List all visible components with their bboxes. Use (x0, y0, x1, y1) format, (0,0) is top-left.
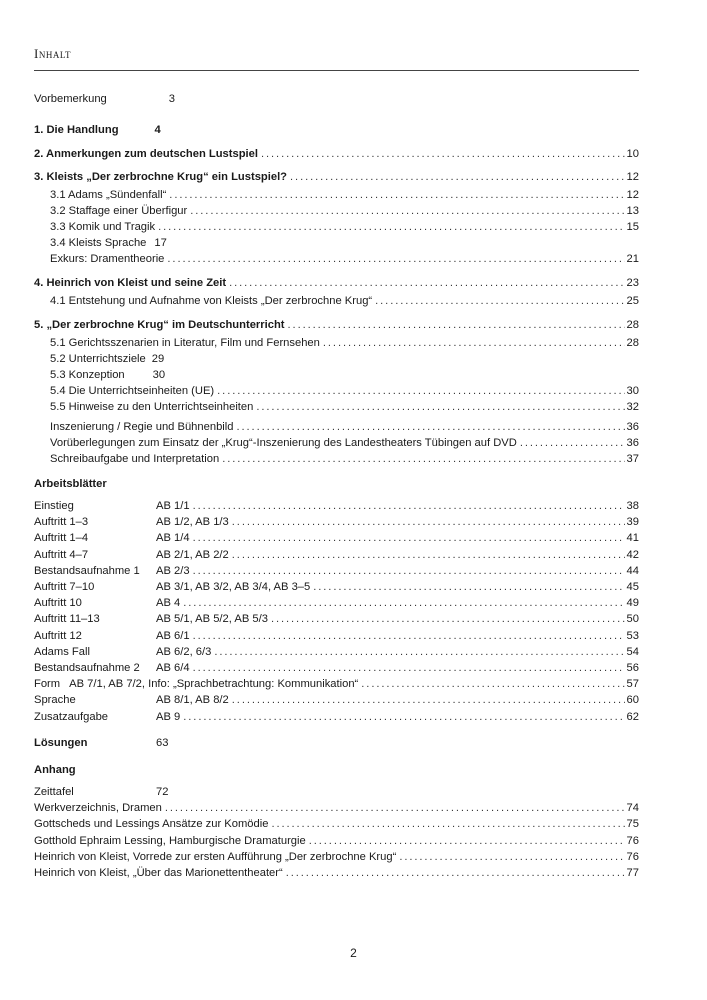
toc-entry-page: 39 (626, 516, 639, 529)
toc-entry-page: 57 (626, 678, 639, 691)
arbeitsblatt-entry (34, 531, 639, 545)
toc-entry-page: 12 (626, 189, 639, 201)
toc-entry-page: 38 (626, 500, 639, 512)
anhang-entry (34, 801, 639, 815)
toc-entry-page: 72 (156, 786, 169, 798)
toc-entry-page: 4 (154, 124, 161, 136)
arbeitsblatt-entry (34, 580, 639, 594)
arbeitsblatt-name: Auftritt 1–4 (34, 532, 89, 545)
leader-dots (158, 220, 624, 234)
arbeitsblatt-entry (34, 515, 639, 529)
toc-entry-label: 5.3 Konzeption (50, 369, 125, 381)
toc-entry-page: 3 (168, 93, 175, 105)
leader-dots (271, 612, 625, 626)
toc-entry-label: Inszenierung / Regie und Bühnenbild (50, 421, 234, 433)
toc-entry-label: 3.2 Staffage einer Überfigur (50, 205, 188, 217)
toc-entry-page: 53 (626, 629, 639, 642)
leader-dots (222, 452, 624, 466)
arbeitsblatt-entry (34, 596, 639, 610)
leader-dots (288, 318, 625, 332)
arbeitsblatt-ab: AB 1/1 (156, 500, 190, 512)
toc-entry-label: 5. „Der zerbrochne Krug“ im Deutschunterricht (34, 319, 285, 331)
toc-entry-label: Heinrich von Kleist, Vorrede zur ersten Aufführung „Der zerbrochne Krug“ (34, 850, 397, 863)
anhang-entry (34, 866, 639, 880)
toc-entry-page: 36 (626, 421, 639, 433)
arbeitsblatt-name: Form (34, 678, 61, 691)
toc-entry (50, 352, 639, 366)
toc-entry-label: Exkurs: Dramentheorie (50, 253, 165, 265)
arbeitsblatt-name: Sprache (34, 694, 76, 707)
arbeitsblatt-entry (34, 645, 639, 659)
arbeitsblatt-name: Auftritt 1–3 (34, 516, 89, 529)
arbeitsblatt-entry (34, 548, 639, 562)
arbeitsblatt-entry (34, 693, 639, 707)
anhang-heading: Anhang (34, 764, 76, 776)
toc-entry-label: Schreibaufgabe und Interpretation (50, 453, 220, 465)
arbeitsblatt-ab: AB 5/1, AB 5/2, AB 5/3 (156, 613, 268, 626)
arbeitsblatt-ab: AB 4 (156, 597, 181, 610)
toc-entry-page: 63 (156, 737, 169, 749)
toc-entry-page: 21 (626, 253, 639, 265)
page-header: Inhalt (34, 46, 71, 61)
leader-dots (217, 384, 624, 398)
toc-entry-page: 17 (154, 237, 167, 249)
toc-entry-page: 54 (626, 645, 639, 658)
toc-entry-label: Heinrich von Kleist, „Über das Marionettentheater“ (34, 867, 283, 879)
toc-entry-label: 5.2 Unterrichtsziele (50, 353, 146, 365)
toc-entry (34, 147, 639, 161)
arbeitsblatt-ab: AB 9 (156, 710, 181, 723)
toc-entry-label: 5.1 Gerichtsszenarien in Literatur, Film und Fernsehen (50, 337, 320, 349)
anhang-entry (34, 834, 639, 848)
toc-entry (50, 204, 639, 218)
arbeitsblatt-entry (34, 661, 639, 675)
arbeitsblatt-ab: AB 8/1, AB 8/2 (156, 694, 229, 707)
toc-entry (50, 368, 639, 382)
arbeitsblatt-entry (34, 564, 639, 578)
arbeitsblatt-entry (34, 710, 639, 724)
leader-dots (214, 645, 624, 659)
leader-dots (399, 850, 624, 864)
toc-entry-label: 4.1 Entstehung und Aufnahme von Kleists „Der zerbrochne Krug“ (50, 295, 373, 307)
leader-dots (290, 170, 625, 184)
toc-entry-label: 5.4 Die Unterrichtseinheiten (UE) (50, 385, 215, 397)
toc-entry-label: Lösungen (34, 737, 88, 749)
leader-dots (375, 294, 624, 308)
toc-entry-page: 15 (626, 221, 639, 233)
leader-dots (313, 580, 624, 594)
leader-dots (286, 866, 625, 880)
toc-entry-page: 62 (626, 710, 639, 723)
leader-dots (165, 801, 625, 815)
toc-entry-label: 2. Anmerkungen zum deutschen Lustspiel (34, 148, 258, 160)
leader-dots (193, 531, 625, 545)
leader-dots (183, 596, 624, 610)
arbeitsblatt-name: Zusatzaufgabe (34, 710, 109, 723)
leader-dots (256, 400, 624, 414)
anhang-entry (34, 785, 639, 799)
leader-dots (167, 252, 624, 266)
toc-entry-page: 30 (626, 385, 639, 397)
leader-dots (261, 147, 625, 161)
leader-dots (232, 693, 625, 707)
toc-entry (34, 92, 639, 106)
leader-dots (169, 188, 624, 202)
arbeitsblatt-entry (34, 677, 639, 691)
toc-entry-label: 1. Die Handlung (34, 124, 119, 136)
toc-entry-label: 3.1 Adams „Sündenfall“ (50, 189, 167, 201)
toc-entry (50, 336, 639, 350)
toc-entry (34, 170, 639, 184)
leader-dots (309, 834, 625, 848)
toc-entry-label: Zeittafel (34, 786, 74, 798)
leader-dots (229, 276, 624, 290)
leader-dots (323, 336, 625, 350)
leader-dots (520, 436, 625, 450)
toc-entry-page: 74 (626, 802, 639, 815)
toc-entry-page: 28 (626, 337, 639, 349)
toc-entry (34, 123, 639, 137)
toc-entry-label: 3. Kleists „Der zerbrochne Krug“ ein Lustspiel? (34, 171, 288, 183)
header-rule (34, 70, 639, 71)
toc-entry (50, 436, 639, 450)
toc-entry-label: 3.4 Kleists Sprache (50, 237, 147, 249)
toc-entry-page: 75 (626, 818, 639, 831)
arbeitsblatt-ab: AB 6/1 (156, 629, 190, 642)
arbeitsblatt-ab: AB 2/3 (156, 564, 190, 577)
leader-dots (190, 204, 624, 218)
toc-entry-label: 4. Heinrich von Kleist und seine Zeit (34, 277, 227, 289)
toc-entry-page: 12 (626, 171, 639, 183)
arbeitsblatt-entry (34, 499, 639, 513)
arbeitsblatt-name: Auftritt 11–13 (34, 613, 100, 626)
toc-entry (50, 400, 639, 414)
toc-entry-page: 29 (151, 353, 165, 365)
leader-dots (183, 710, 624, 724)
toc-entry-page: 77 (626, 867, 639, 879)
toc-entry-page: 41 (626, 532, 639, 545)
arbeitsblatt-entry (34, 612, 639, 626)
leader-dots (271, 817, 624, 831)
arbeitsblatt-name: Bestandsaufnahme 2 (34, 662, 140, 674)
leader-dots (193, 499, 625, 513)
toc-entry-page: 56 (626, 662, 639, 674)
arbeitsblatt-ab: AB 1/4 (156, 532, 190, 545)
arbeitsblatt-ab: AB 6/4 (156, 662, 190, 674)
arbeitsblaetter-heading: Arbeitsblätter (34, 478, 107, 490)
toc-entry (50, 384, 639, 398)
toc-entry (34, 318, 639, 332)
toc-entry-loesungen (34, 736, 639, 750)
toc-entry (50, 452, 639, 466)
arbeitsblatt-ab: AB 6/2, 6/3 (156, 645, 212, 658)
leader-dots (361, 677, 624, 691)
toc-entry-page: 76 (626, 850, 639, 863)
leader-dots (232, 515, 625, 529)
toc-entry-page: 10 (626, 148, 639, 160)
toc-entry-page: 23 (626, 277, 639, 289)
toc-entry-label: Vorbemerkung (34, 93, 107, 105)
arbeitsblatt-entry (34, 629, 639, 643)
anhang-entry (34, 817, 639, 831)
toc-entry-label: 3.3 Komik und Tragik (50, 221, 156, 233)
page-number: 2 (350, 946, 357, 960)
toc-entry-page: 42 (626, 548, 639, 561)
arbeitsblatt-name: Auftritt 4–7 (34, 548, 89, 561)
toc-entry-label: Vorüberlegungen zum Einsatz der „Krug“-Inszenierung des Landestheaters Tübingen auf DVD (50, 437, 517, 449)
toc-entry-page: 37 (626, 453, 639, 465)
toc-entry (50, 294, 639, 308)
toc-entry (50, 420, 639, 434)
arbeitsblatt-name: Auftritt 7–10 (34, 581, 95, 593)
arbeitsblatt-name: Adams Fall (34, 645, 90, 658)
leader-dots (232, 548, 625, 562)
toc-entry-label: Gotthold Ephraim Lessing, Hamburgische Dramaturgie (34, 834, 306, 847)
toc-entry (50, 236, 639, 250)
toc-entry (50, 188, 639, 202)
arbeitsblatt-name: Auftritt 12 (34, 629, 82, 642)
toc-entry (50, 252, 639, 266)
toc-entry-page: 49 (626, 597, 639, 610)
arbeitsblatt-ab: AB 7/1, AB 7/2, Info: „Sprachbetrachtung: Kommunikation“ (69, 678, 359, 691)
toc-entry-page: 32 (626, 401, 639, 413)
leader-dots (237, 420, 625, 434)
arbeitsblatt-ab: AB 3/1, AB 3/2, AB 3/4, AB 3–5 (156, 581, 311, 593)
toc-entry (50, 220, 639, 234)
toc-entry-page: 13 (626, 205, 639, 217)
toc-entry-label: 5.5 Hinweise zu den Unterrichtseinheiten (50, 401, 254, 413)
toc-entry-page: 50 (626, 613, 639, 626)
arbeitsblatt-ab: AB 1/2, AB 1/3 (156, 516, 229, 529)
arbeitsblatt-name: Bestandsaufnahme 1 (34, 564, 140, 577)
toc-entry-page: 28 (626, 319, 639, 331)
arbeitsblatt-name: Einstieg (34, 500, 74, 512)
toc-entry-page: 36 (626, 437, 639, 449)
arbeitsblatt-ab: AB 2/1, AB 2/2 (156, 548, 229, 561)
toc-entry-page: 45 (626, 581, 639, 593)
leader-dots (193, 629, 625, 643)
arbeitsblatt-name: Auftritt 10 (34, 597, 82, 610)
toc-entry-label: Gottscheds und Lessings Ansätze zur Komödie (34, 818, 269, 831)
toc-entry-page: 30 (152, 369, 166, 381)
leader-dots (193, 661, 625, 675)
anhang-entry (34, 850, 639, 864)
toc-entry-page: 60 (626, 694, 639, 707)
toc-entry (34, 276, 639, 290)
toc-entry-page: 76 (626, 834, 639, 847)
toc-entry-label: Werkverzeichnis, Dramen (34, 802, 162, 815)
leader-dots (193, 564, 625, 578)
toc-entry-page: 44 (626, 564, 639, 577)
toc-entry-page: 25 (626, 295, 639, 307)
